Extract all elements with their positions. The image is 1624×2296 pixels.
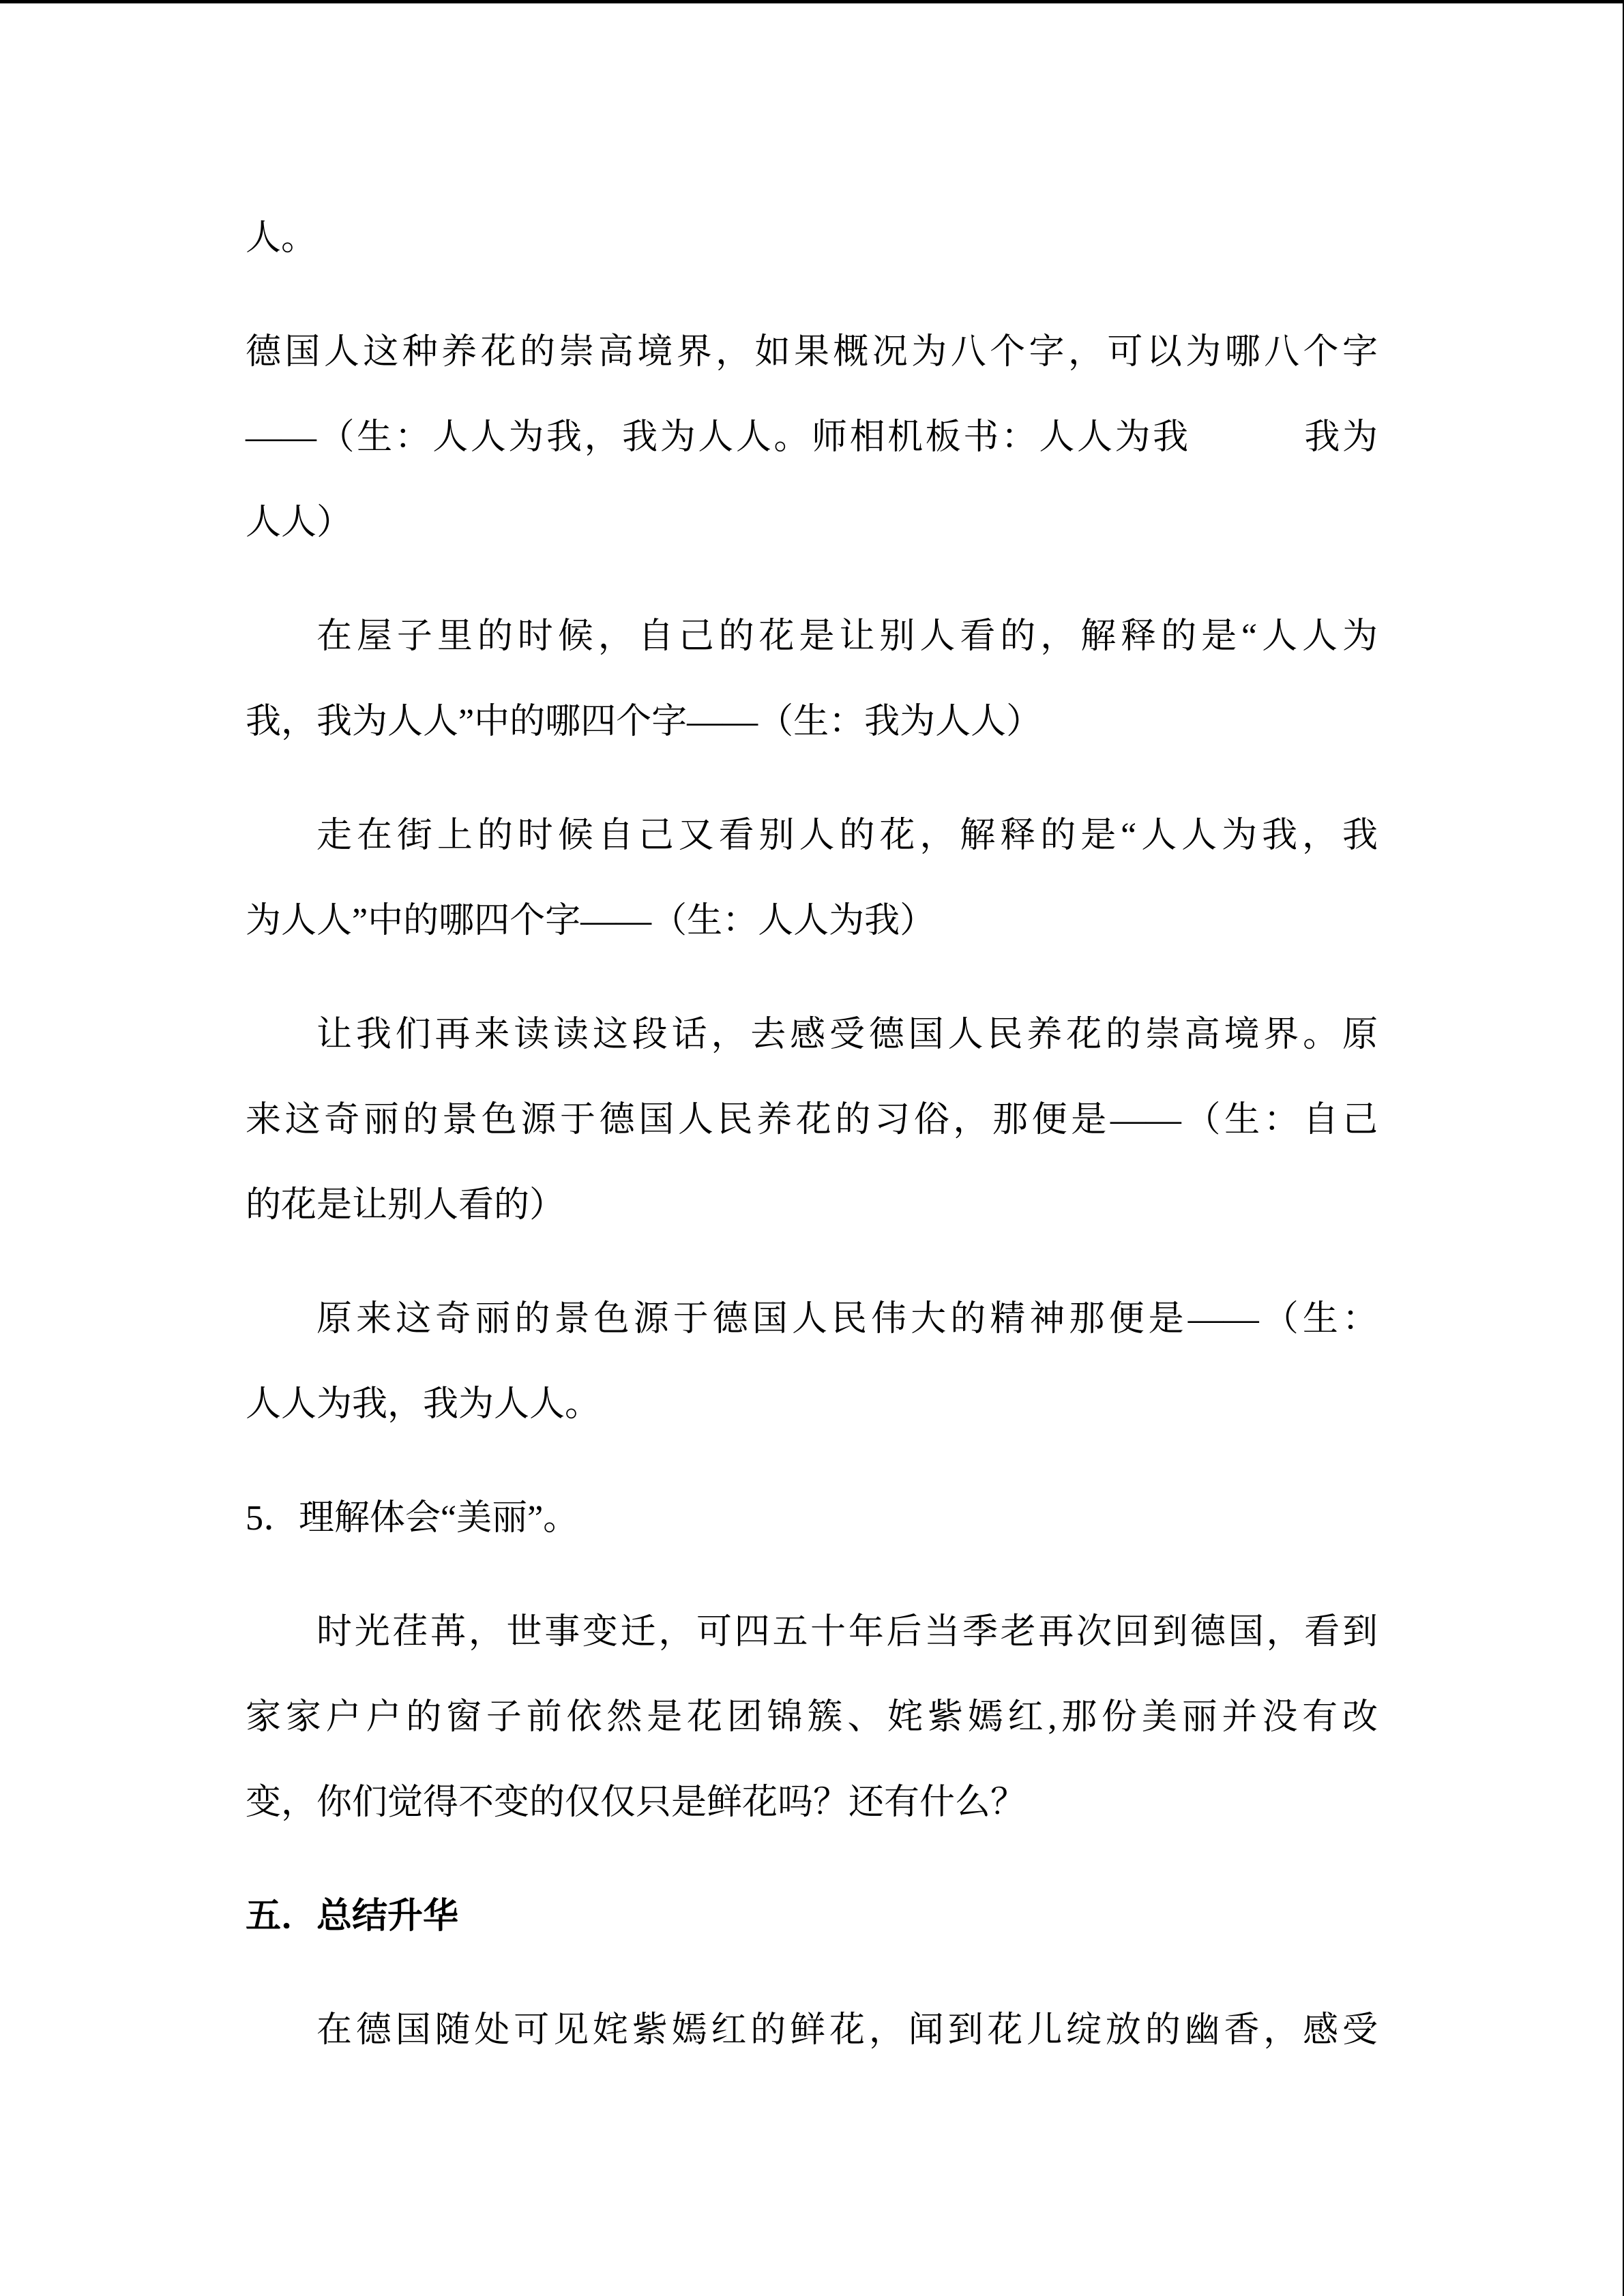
paragraph-on-the-street [246, 793, 1378, 964]
text-line: 让我们再来读读这段话，去感受德国人民养花的崇高境界。原 [316, 1015, 1378, 1054]
text-line: 人。 [246, 219, 317, 258]
paragraph-great-spirit [246, 1277, 1378, 1447]
text-line: 为人人”中的哪四个字——（生：人人为我） [246, 901, 936, 940]
text-line: 家家户户的窗子前依然是花团锦簇、姹紫嫣红,那份美丽并没有改 [246, 1698, 1378, 1737]
document-content [246, 196, 1378, 2102]
text-line: 原来这奇丽的景色源于德国人民伟大的精神那便是——（生： [316, 1300, 1378, 1339]
paragraph-time-passes [246, 1590, 1378, 1845]
text-line: 的花是让别人看的） [246, 1186, 565, 1225]
paragraph-in-the-house [246, 594, 1378, 764]
text-line: 来这奇丽的景色源于德国人民养花的习俗，那便是——（生：自己 [246, 1101, 1378, 1139]
paragraph-continuation [246, 196, 1378, 281]
page-top-border [0, 0, 1624, 3]
text-line: 人人为我，我为人人。 [246, 1385, 601, 1424]
text-line: ——（生：人人为我，我为人人。师相机板书：人人为我 我为 [246, 418, 1378, 457]
paragraph-item-5-heading [246, 1476, 1378, 1561]
text-line: 变，你们觉得不变的仅仅只是鲜花吗？还有什么？ [246, 1783, 1027, 1822]
paragraph-eight-characters [246, 310, 1378, 565]
text-line: 我，我为人人”中的哪四个字——（生：我为人人） [246, 702, 1042, 741]
text-line: 在德国随处可见姹紫嫣红的鲜花，闻到花儿绽放的幽香，感受 [316, 2011, 1378, 2050]
text-line: 人人） [246, 503, 353, 542]
text-line: 5．理解体会“美丽”。 [246, 1499, 579, 1538]
text-line: 在屋子里的时候，自己的花是让别人看的，解释的是“人人为 [316, 617, 1378, 656]
paragraph-summary [246, 1988, 1378, 2073]
text-line: 走在街上的时候自己又看别人的花，解释的是“人人为我，我 [316, 816, 1378, 855]
text-line: 德国人这种养花的崇高境界，如果概况为八个字，可以为哪八个字 [246, 333, 1378, 372]
paragraph-section-5-heading [246, 1874, 1378, 1959]
paragraph-read-again [246, 992, 1378, 1248]
text-line: 时光荏苒，世事变迁，可四五十年后当季老再次回到德国，看到 [316, 1613, 1378, 1652]
section-heading: 五．总结升华 [246, 1897, 459, 1936]
